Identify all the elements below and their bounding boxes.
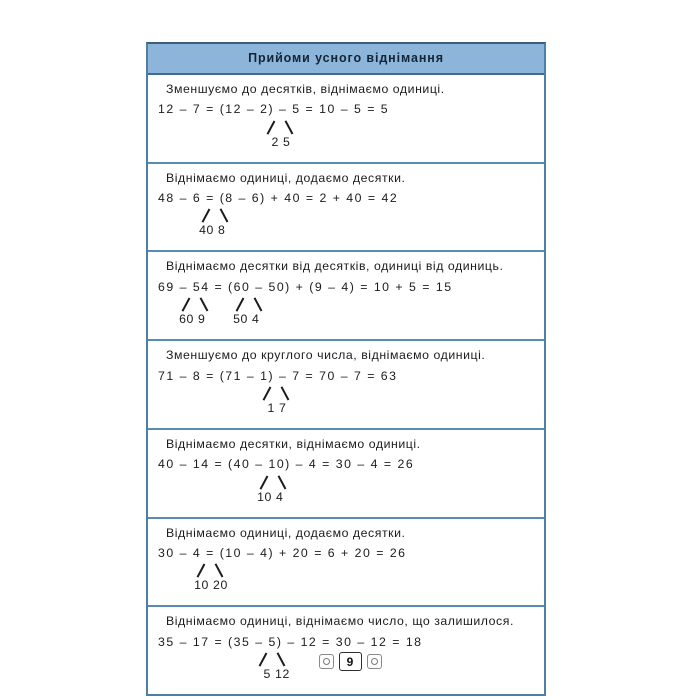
branch-left-icon — [202, 209, 210, 223]
rule-description: Зменшуємо до десятків, віднімаємо одиниці. — [166, 82, 445, 96]
branch-right-icon — [254, 298, 262, 312]
rule-description: Віднімаємо одиниці, додаємо десятки. — [166, 170, 406, 185]
tree-leaf-left: 10 — [194, 578, 209, 593]
rule-expression: 30 – 4 = (10 – 4) + 20 = 6 + 20 = 26 — [158, 545, 407, 560]
branch-left-icon — [236, 298, 244, 312]
tree-leaf-right: 12 — [275, 667, 290, 682]
branch-right-icon — [285, 120, 293, 134]
branch-right-icon — [220, 209, 228, 223]
decomposition-tree-area — [158, 474, 534, 508]
tree-branches — [191, 562, 229, 576]
number-decomposition-tree — [191, 562, 229, 593]
table-row — [148, 607, 544, 694]
rule-description: Віднімаємо десятки, віднімаємо одиниці. — [166, 436, 421, 451]
tree-leaf-left: 60 — [179, 312, 194, 327]
rule-description: Віднімаємо десятки від десятків, одиниці від одиниць. — [166, 259, 504, 274]
page-number: 9 — [339, 652, 362, 671]
number-decomposition-tree — [257, 385, 295, 415]
mental-subtraction-table — [146, 42, 546, 696]
number-decomposition-tree — [261, 119, 299, 149]
tree-branches — [230, 296, 268, 310]
ring-shape — [323, 658, 330, 665]
decomposition-tree-area — [158, 562, 534, 596]
tree-branches — [261, 119, 299, 133]
tree-branches — [176, 296, 214, 310]
page-footer — [0, 652, 700, 671]
branch-left-icon — [182, 298, 190, 312]
branch-right-icon — [281, 386, 289, 400]
number-decomposition-tree — [230, 296, 268, 327]
rule-description: Зменшуємо до круглого числа, віднімаємо одиниці. — [166, 348, 486, 363]
tree-branches — [254, 474, 292, 488]
number-decomposition-tree — [176, 296, 214, 327]
table-title: Прийоми усного віднімання — [148, 44, 544, 75]
decomposition-tree-area — [158, 296, 534, 330]
rule-expression: 40 – 14 = (40 – 10) – 4 = 30 – 4 = 26 — [158, 457, 415, 472]
tree-branches — [257, 385, 295, 399]
ring-shape — [371, 658, 378, 665]
rule-expression: 48 – 6 = (8 – 6) + 40 = 2 + 40 = 42 — [158, 191, 399, 206]
tree-leaf-right: 8 — [218, 223, 226, 238]
tree-leaf-left: 5 — [263, 667, 271, 682]
tree-leaf-left: 1 — [267, 400, 275, 415]
tree-leaf-left: 2 — [271, 134, 279, 149]
table-rows — [148, 75, 544, 694]
tree-leaf-left: 50 — [233, 312, 248, 327]
circle-in-square-icon-right — [367, 654, 382, 669]
number-decomposition-tree — [254, 474, 292, 504]
table-row — [148, 75, 544, 164]
tree-leaf-right: 9 — [198, 312, 206, 327]
circle-in-square-icon-left — [319, 654, 334, 669]
table-row — [148, 164, 544, 253]
branch-left-icon — [263, 386, 271, 400]
tree-leaf-right: 4 — [276, 489, 284, 504]
decomposition-tree-area — [158, 385, 534, 419]
tree-leaf-right: 20 — [213, 578, 228, 593]
tree-leaf-right: 7 — [279, 400, 287, 415]
rule-expression: 69 – 54 = (60 – 50) + (9 – 4) = 10 + 5 = 15 — [158, 279, 453, 294]
table-row — [148, 519, 544, 608]
branch-right-icon — [278, 475, 286, 489]
rule-description: Віднімаємо одиниці, віднімаємо число, що залишилося. — [166, 614, 514, 629]
tree-leaf-left: 10 — [257, 489, 272, 504]
branch-right-icon — [215, 564, 223, 578]
tree-leaf-right: 5 — [283, 134, 291, 149]
rule-expression: 35 – 17 = (35 – 5) – 12 = 30 – 12 = 18 — [158, 634, 423, 649]
table-row — [148, 252, 544, 341]
decomposition-tree-area — [158, 207, 534, 241]
rule-description: Віднімаємо одиниці, додаємо десятки. — [166, 525, 406, 540]
tree-branches — [196, 207, 234, 221]
branch-right-icon — [200, 298, 208, 312]
branch-left-icon — [260, 475, 268, 489]
table-row — [148, 430, 544, 519]
tree-leaf-right: 4 — [252, 312, 260, 327]
tree-leaf-left: 40 — [199, 223, 214, 238]
decomposition-tree-area — [158, 119, 534, 153]
rule-expression: 12 – 7 = (12 – 2) – 5 = 10 – 5 = 5 — [158, 102, 390, 117]
table-row — [148, 341, 544, 430]
rule-expression: 71 – 8 = (71 – 1) – 7 = 70 – 7 = 63 — [158, 368, 398, 383]
branch-left-icon — [267, 120, 275, 134]
number-decomposition-tree — [196, 207, 234, 238]
branch-left-icon — [197, 564, 205, 578]
